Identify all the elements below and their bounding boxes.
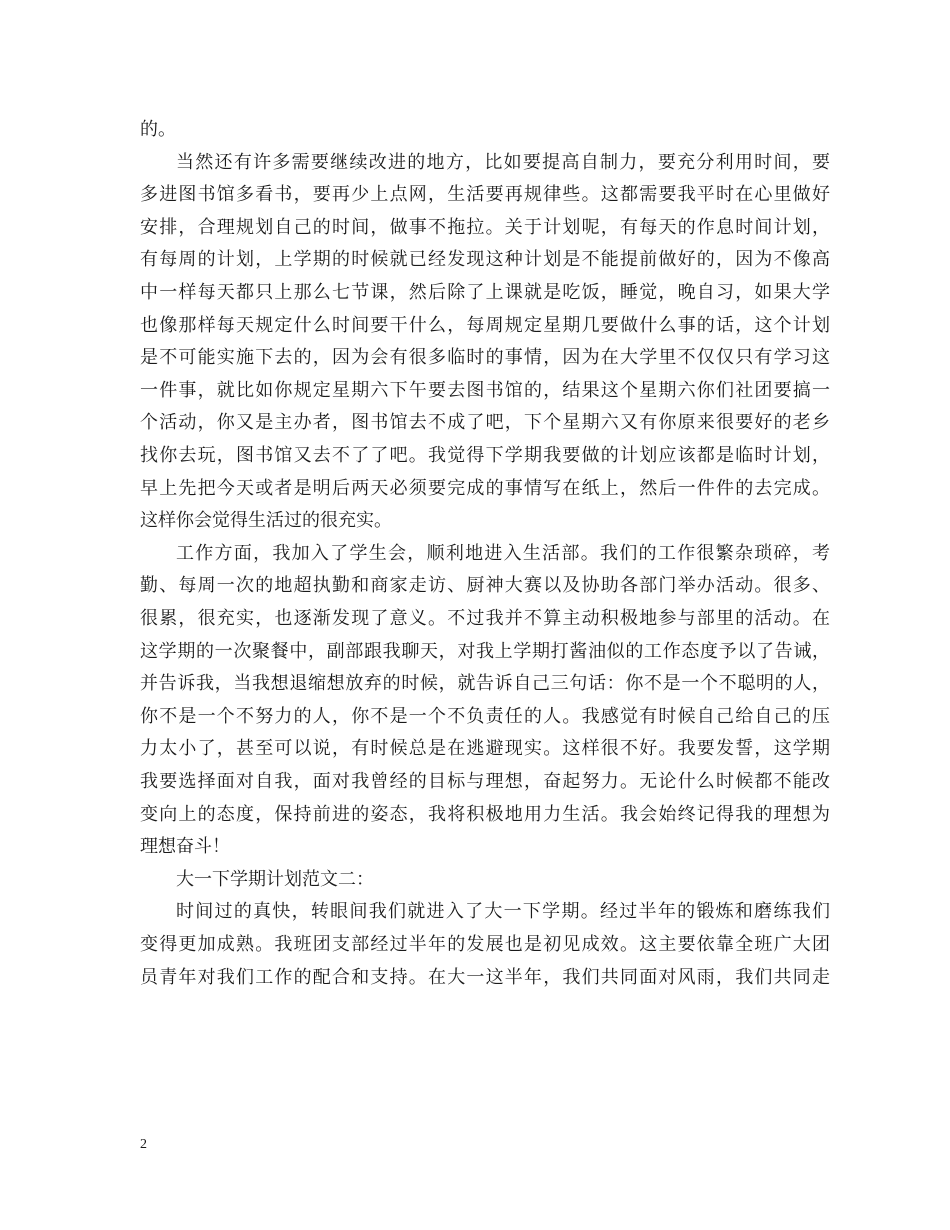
text-line: 中一样每天都只上那么七节课，然后除了上课就是吃饭，睡觉，晚自习，如果大学 bbox=[140, 282, 830, 303]
text-line: 个活动，你又是主办者，图书馆去不成了吧，下个星期六又有你原来很要好的老乡 bbox=[140, 412, 830, 433]
text-line: 找你去玩，图书馆又去不了了吧。我觉得下学期我要做的计划应该都是临时计划， bbox=[140, 445, 830, 466]
text-line: 时间过的真快，转眼间我们就进入了大一下学期。经过半年的锻炼和磨练我们 bbox=[176, 901, 830, 922]
text-line: 这样你会觉得生活过的很充实。 bbox=[140, 510, 392, 531]
text-line: 有每周的计划，上学期的时候就已经发现这种计划是不能提前做好的，因为不像高 bbox=[140, 249, 830, 270]
text-line: 力太小了，甚至可以说，有时候总是在逃避现实。这样很不好。我要发誓，这学期 bbox=[140, 738, 830, 759]
text-line: 变向上的态度，保持前进的姿态，我将积极地用力生活。我会始终记得我的理想为 bbox=[140, 804, 830, 825]
text-line: 并告诉我，当我想退缩想放弃的时候，就告诉自己三句话：你不是一个不聪明的人， bbox=[140, 673, 830, 694]
text-line: 这学期的一次聚餐中，副部跟我聊天，对我上学期打酱油似的工作态度予以了告诫， bbox=[140, 641, 830, 662]
text-line: 工作方面，我加入了学生会，顺利地进入生活部。我们的工作很繁杂琐碎，考 bbox=[176, 543, 830, 564]
text-line: 是不可能实施下去的，因为会有很多临时的事情，因为在大学里不仅仅只有学习这 bbox=[140, 347, 830, 368]
text-line: 变得更加成熟。我班团支部经过半年的发展也是初见成效。这主要依靠全班广大团 bbox=[140, 934, 830, 955]
text-line: 也像那样每天规定什么时间要干什么，每周规定星期几要做什么事的话，这个计划 bbox=[140, 315, 830, 336]
text-line: 安排，合理规划自己的时间，做事不拖拉。关于计划呢，有每天的作息时间计划， bbox=[140, 217, 830, 238]
text-line: 早上先把今天或者是明后两天必须要完成的事情写在纸上，然后一件件的去完成。 bbox=[140, 478, 830, 499]
text-line: 我要选择面对自我，面对我曾经的目标与理想，奋起努力。无论什么时候都不能改 bbox=[140, 771, 830, 792]
text-line: 当然还有许多需要继续改进的地方，比如要提高自制力，要充分利用时间，要 bbox=[176, 152, 830, 173]
text-line: 员青年对我们工作的配合和支持。在大一这半年，我们共同面对风雨，我们共同走 bbox=[140, 967, 830, 988]
text-line: 很累，很充实，也逐渐发现了意义。不过我并不算主动积极地参与部里的活动。在 bbox=[140, 608, 830, 629]
text-line: 大一下学期计划范文二： bbox=[176, 869, 374, 890]
text-line: 理想奋斗！ bbox=[140, 836, 230, 857]
text-line: 你不是一个不努力的人，你不是一个不负责任的人。我感觉有时候自己给自己的压 bbox=[140, 706, 830, 727]
text-line: 多进图书馆多看书，要再少上点网，生活要再规律些。这都需要我平时在心里做好 bbox=[140, 184, 830, 205]
text-line: 的。 bbox=[140, 119, 176, 140]
text-line: 勤、每周一次的地超执勤和商家走访、厨神大赛以及协助各部门举办活动。很多、 bbox=[140, 575, 830, 596]
page-number: 2 bbox=[140, 1137, 147, 1152]
text-line: 一件事，就比如你规定星期六下午要去图书馆的，结果这个星期六你们社团要搞一 bbox=[140, 380, 830, 401]
